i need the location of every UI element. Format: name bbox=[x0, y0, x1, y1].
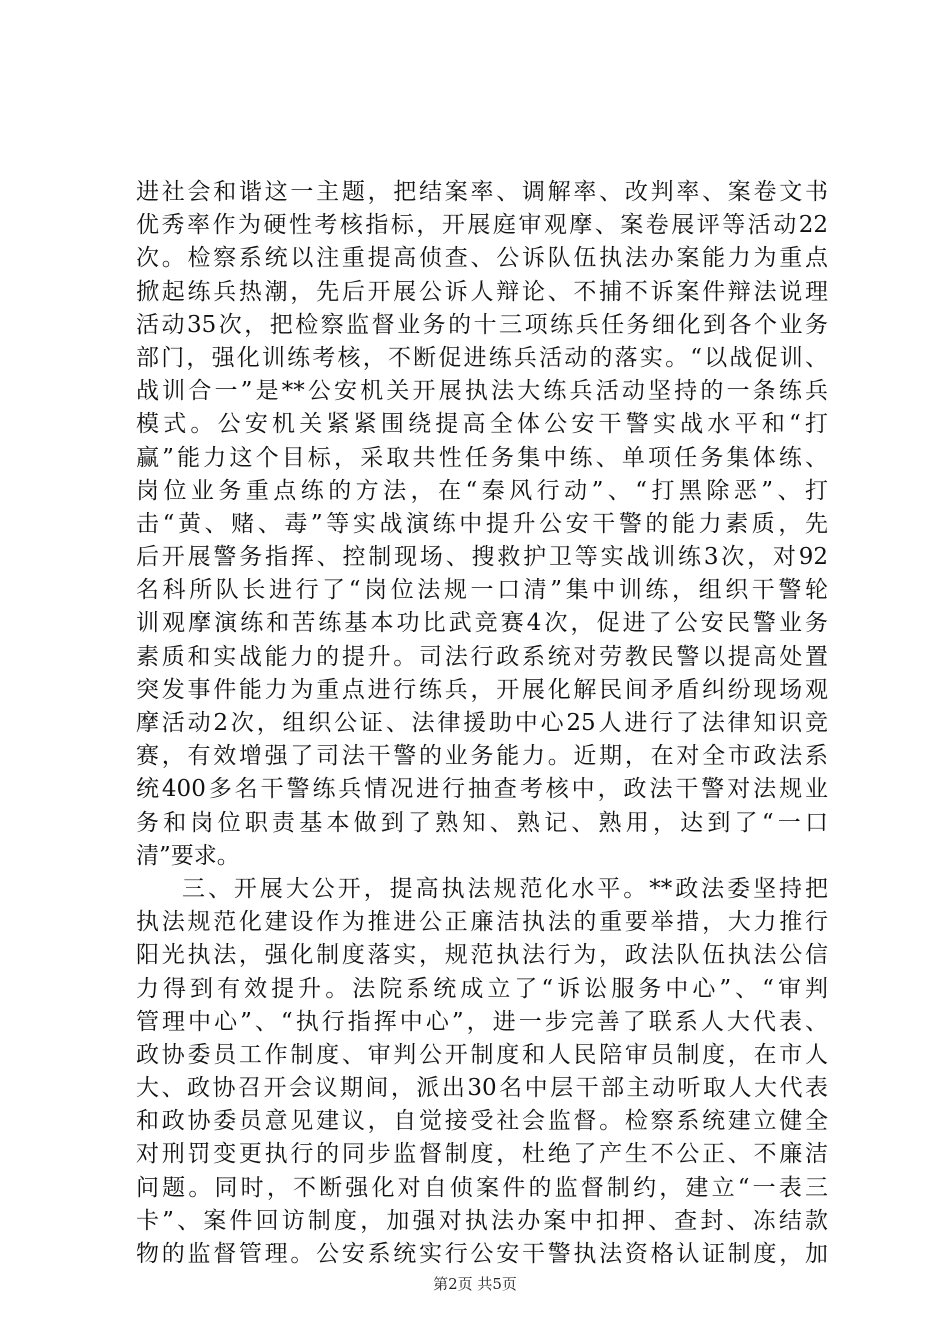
text-line: 进社会和谐这一主题，把结案率、调解率、改判率、案卷文书 bbox=[136, 179, 828, 205]
text-line: 政协委员工作制度、审判公开制度和人民陪审员制度，在市人 bbox=[136, 1041, 828, 1068]
text-line: 摩活动2次，组织公证、法律援助中心25人进行了法律知识竞 bbox=[136, 710, 828, 736]
text-line: 战训合一”是**公安机关开展执法大练兵活动坚持的一条练兵 bbox=[136, 378, 828, 405]
text-line: 对刑罚变更执行的同步监督制度，杜绝了产生不公正、不廉洁 bbox=[136, 1141, 828, 1168]
text-line: 训观摩演练和苦练基本功比武竞赛4次，促进了公安民警业务 bbox=[136, 610, 828, 637]
text-line: 务和岗位职责基本做到了熟知、熟记、熟用，达到了“一口 bbox=[136, 809, 828, 836]
text-line: 赢”能力这个目标，采取共性任务集中练、单项任务集体练、 bbox=[136, 444, 828, 471]
text-line: 部门，强化训练考核，不断促进练兵活动的落实。“以战促训、 bbox=[136, 344, 828, 371]
text-line: 掀起练兵热潮，先后开展公诉人辩论、不捕不诉案件辩法说理 bbox=[136, 278, 828, 305]
text-line: 阳光执法，强化制度落实，规范执法行为，政法队伍执法公信 bbox=[136, 942, 828, 969]
text-line: 力得到有效提升。法院系统成立了“诉讼服务中心”、“审判 bbox=[136, 975, 828, 1002]
text-line: 卡”、案件回访制度，加强对执法办案中扣押、查封、冻结款 bbox=[136, 1207, 828, 1234]
text-line: 统400多名干警练兵情况进行抽查考核中，政法干警对法规业 bbox=[136, 776, 828, 803]
text-line: 赛，有效增强了司法干警的业务能力。近期，在对全市政法系 bbox=[136, 743, 828, 770]
text-line: 优秀率作为硬性考核指标，开展庭审观摩、案卷展评等活动22 bbox=[136, 212, 828, 239]
text-line: 素质和实战能力的提升。司法行政系统对劳教民警以提高处置 bbox=[136, 643, 828, 670]
section-heading-line: 三、开展大公开，提高执法规范化水平。**政法委坚持把 bbox=[182, 875, 828, 902]
text-line: 名科所队长进行了“岗位法规一口清”集中训练，组织干警轮 bbox=[136, 577, 828, 604]
text-line: 和政协委员意见建议，自觉接受社会监督。检察系统建立健全 bbox=[136, 1108, 828, 1135]
text-line: 问题。同时，不断强化对自侦案件的监督制约，建立“一表三 bbox=[136, 1174, 828, 1201]
text-line: 活动35次，把检察监督业务的十三项练兵任务细化到各个业务 bbox=[136, 311, 828, 338]
text-line: 击“黄、赌、毒”等实战演练中提升公安干警的能力素质，先 bbox=[136, 510, 828, 537]
text-line: 执法规范化建设作为推进公正廉洁执法的重要举措，大力推行 bbox=[136, 909, 828, 936]
text-line: 后开展警务指挥、控制现场、搜救护卫等实战训练3次，对92 bbox=[136, 544, 828, 571]
text-line: 岗位业务重点练的方法，在“秦风行动”、“打黑除恶”、打 bbox=[136, 477, 828, 504]
page-number-footer: 第2页 共5页 bbox=[433, 1275, 517, 1293]
text-line: 大、政协召开会议期间，派出30名中层干部主动听取人大代表 bbox=[136, 1075, 828, 1102]
paragraph-end-line: 清”要求。 bbox=[136, 842, 240, 869]
text-line: 突发事件能力为重点进行练兵，开展化解民间矛盾纠纷现场观 bbox=[136, 676, 828, 703]
text-line: 次。检察系统以注重提高侦查、公诉队伍执法办案能力为重点 bbox=[136, 245, 828, 272]
text-line: 模式。公安机关紧紧围绕提高全体公安干警实战水平和“打 bbox=[136, 411, 828, 438]
text-line: 管理中心”、“执行指挥中心”，进一步完善了联系人大代表、 bbox=[136, 1008, 828, 1035]
text-line: 物的监督管理。公安系统实行公安干警执法资格认证制度，加 bbox=[136, 1241, 828, 1267]
document-body bbox=[136, 176, 828, 1271]
